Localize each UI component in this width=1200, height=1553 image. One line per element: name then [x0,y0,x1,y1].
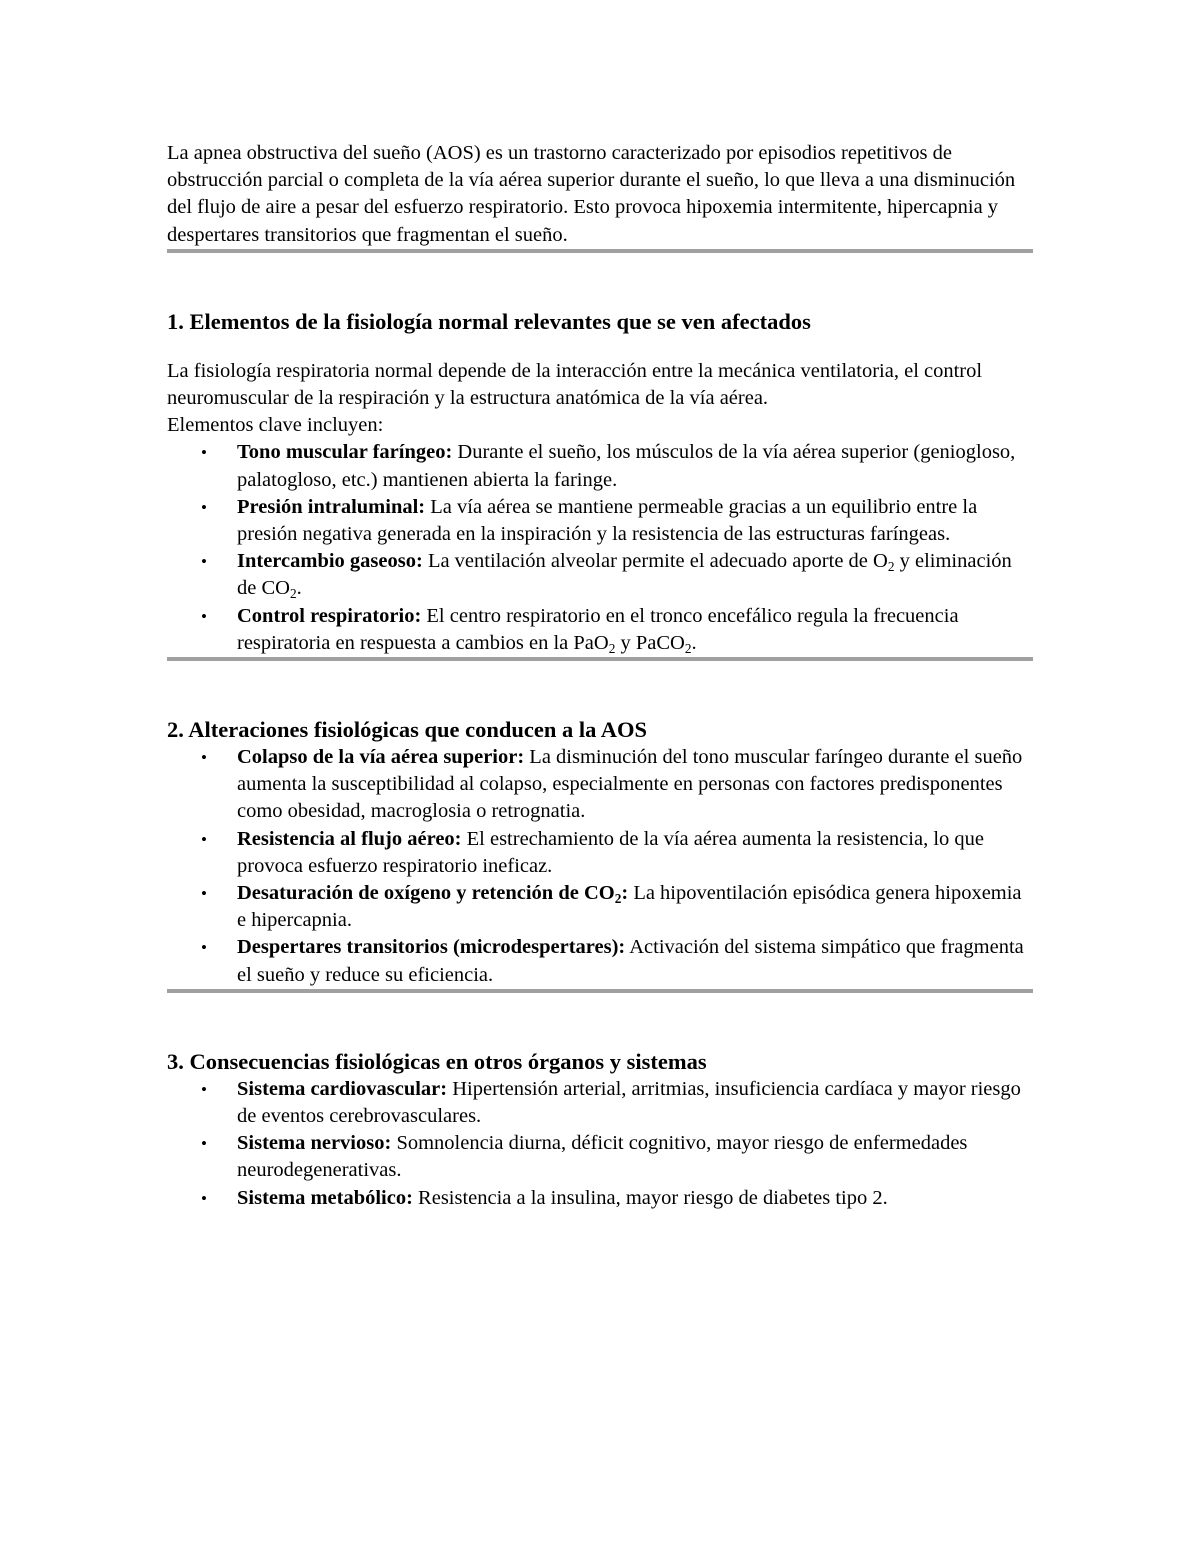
bullet-icon: • [201,1188,207,1208]
item-term-text: Desaturación de oxígeno y retención de CO [237,882,615,905]
bullet-icon: • [201,938,207,958]
item-term: Presión intraluminal: [237,495,426,518]
list-item [167,1185,1033,1212]
section-3-list [167,1076,1033,1212]
list-item [167,744,1033,826]
horizontal-divider [167,657,1033,661]
item-term-colon: : [621,882,629,905]
item-text: El estrechamiento de la vía aérea aumenta la resistencia, lo que provoca esfuerzo respiratorio ineficaz. [237,827,984,877]
section-1-list [167,439,1033,657]
list-item [167,439,1033,493]
section-2-list [167,744,1033,989]
item-text: Somnolencia diurna, déficit cognitivo, mayor riesgo de enfermedades neurodegenerativas. [237,1132,968,1182]
item-term: Control respiratorio: [237,604,422,627]
section-2-heading: 2. Alteraciones fisiológicas que conducen a la AOS [167,717,648,743]
bullet-icon: • [201,443,207,463]
intro-paragraph: La apnea obstructiva del sueño (AOS) es un trastorno caracterizado por episodios repetitivos de obstrucción parcial o completa de la vía aérea superior durante el sueño, lo que lleva a una disminución del flujo de aire a pesar del esfuerzo respiratorio. Esto provoca hipoxemia intermitente, hipercapnia y despertares transitorios que fragmentan el sueño. [167,142,1016,246]
subscript: 2 [608,640,616,656]
horizontal-divider [167,989,1033,993]
subscript: 2 [614,891,622,907]
item-text: . [691,631,697,654]
section-1-paragraph-line-1: La fisiología respiratoria normal depende de la interacción entre la mecánica ventilatoria, el control neuromuscular de la respiración y la estructura anatómica de la vía aérea. [167,359,983,410]
list-item [167,548,1033,602]
bullet-icon: • [201,606,207,626]
horizontal-divider [167,249,1033,253]
item-term: Resistencia al flujo aéreo: [237,827,462,850]
list-item [167,494,1033,548]
section-1-paragraph [167,358,1033,440]
item-text: El centro respiratorio en el tronco encefálico regula la frecuencia respiratoria en respuesta a cambios en la PaO [237,604,959,654]
section-3-heading: 3. Consecuencias fisiológicas en otros órganos y sistemas [167,1048,707,1074]
item-text: y PaCO [615,631,685,654]
bullet-icon: • [201,497,207,517]
bullet-icon: • [201,552,207,572]
bullet-icon: • [201,884,207,904]
bullet-icon: • [201,829,207,849]
item-term: Intercambio gaseoso: [237,550,423,573]
item-text: La vía aérea se mantiene permeable gracias a un equilibrio entre la presión negativa generada en la inspiración y la resistencia de las estructuras faríngeas. [237,495,978,546]
item-term: Sistema cardiovascular: [237,1077,448,1100]
list-item [167,934,1033,988]
item-text: Hipertensión arterial, arritmias, insuficiencia cardíaca y mayor riesgo de eventos cerebrovasculares. [237,1077,1021,1128]
list-item [167,1076,1033,1130]
list-item [167,1130,1033,1184]
bullet-icon: • [201,1134,207,1154]
list-item [167,826,1033,880]
item-text: Durante el sueño, los músculos de la vía aérea superior (geniogloso, palatogloso, etc.) mantienen abierta la faringe. [237,441,1016,491]
subscript: 2 [684,640,692,656]
bullet-icon: • [201,748,207,768]
section-1-paragraph-line-2: Elementos clave incluyen: [167,414,384,437]
item-term: Sistema nervioso: [237,1132,392,1155]
item-term: Tono muscular faríngeo: [237,441,453,464]
item-text: La disminución del tono muscular faríngeo durante el sueño aumenta la susceptibilidad al colapso, especialmente en personas con factores predisponentes como obesidad, macroglosia o retrognatia. [237,746,1023,823]
document-page [167,140,1033,1212]
item-term: Sistema metabólico: [237,1186,413,1209]
bullet-icon: • [201,1079,207,1099]
item-term [237,882,629,907]
list-item [167,880,1033,934]
item-text: La ventilación alveolar permite el adecuado aporte de O [422,550,888,573]
item-text: La hipoventilación episódica genera hipoxemia e hipercapnia. [237,882,1022,932]
subscript: 2 [289,586,297,602]
subscript: 2 [887,559,895,575]
item-text: y eliminación de CO [237,550,1012,600]
item-term: Despertares transitorios (microdespertares): [237,936,626,959]
item-term: Colapso de la vía aérea superior: [237,746,525,769]
item-text: . [296,577,302,600]
section-1-heading: 1. Elementos de la fisiología normal relevantes que se ven afectados [167,308,811,334]
item-text: Activación del sistema simpático que fragmenta el sueño y reduce su eficiencia. [237,936,1024,986]
item-text: Resistencia a la insulina, mayor riesgo de diabetes tipo 2. [412,1186,888,1209]
list-item [167,603,1033,657]
